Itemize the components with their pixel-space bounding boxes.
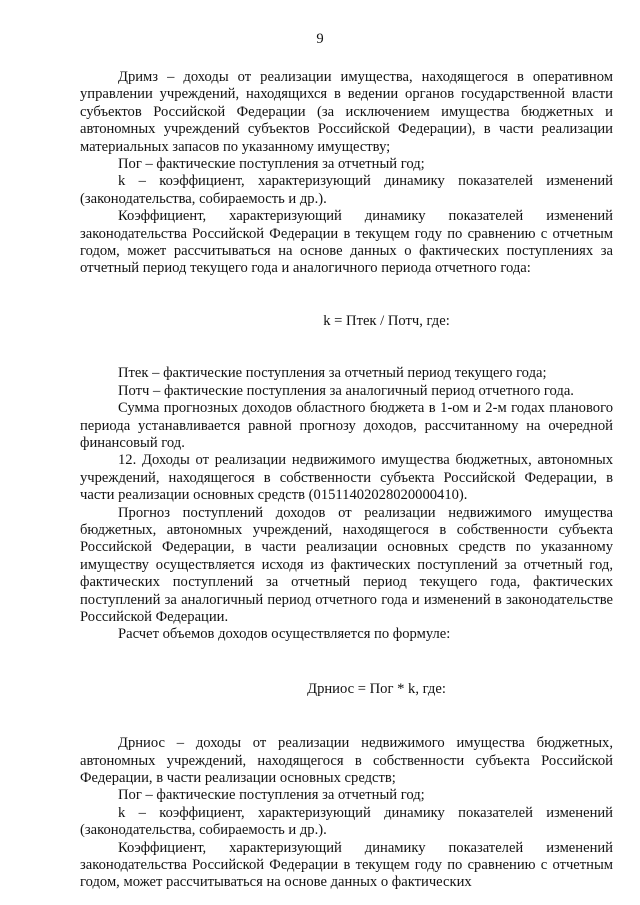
paragraph-k-definition-2: k – коэффициент, характеризующий динамику показателей изменений (законодательства, собираемость и др.). <box>80 804 613 839</box>
paragraph-coefficient-description: Коэффициент, характеризующий динамику показателей изменений законодательства Российской Федерации в текущем году по сравнению с отчетным годом, может рассчитываться на основе данных о фактических поступлениях за отчетный период текущего года и аналогичного периода отчетного года: <box>80 208 613 277</box>
page-number: 9 <box>316 31 324 47</box>
spacer <box>80 330 613 365</box>
spacer <box>80 278 613 313</box>
paragraph-ptek-definition: Птек – фактические поступления за отчетный период текущего года; <box>118 365 547 382</box>
paragraph-planning-period: Сумма прогнозных доходов областного бюджета в 1-ом и 2-м годах планового периода устанавливается равной прогнозу доходов, рассчитанному на очередной финансовый год. <box>80 400 613 451</box>
spacer <box>80 644 613 681</box>
paragraph-pog-definition: Пог – фактические поступления за отчетный год; <box>118 156 425 173</box>
paragraph-coefficient-description-2: Коэффициент, характеризующий динамику показателей изменений законодательства Российской Федерации в текущем году по сравнению с отчетным годом, может рассчитываться на основе данных о фактических <box>80 839 613 891</box>
formula-drnios: Дрниос = Пог * k, где: <box>307 680 446 697</box>
paragraph-drnios-definition: Дрниос – доходы от реализации недвижимого имущества бюджетных, автономных учреждений, находящегося в собственности субъекта Российской Федерации, в части реализации основных средств; <box>80 735 613 786</box>
paragraph-calculation-intro: Расчет объемов доходов осуществляется по формуле: <box>118 626 451 643</box>
paragraph-k-definition: k – коэффициент, характеризующий динамику показателей изменений (законодательства, собираемость и др.). <box>80 173 613 207</box>
paragraph-potch-definition: Потч – фактические поступления за аналогичный период отчетного года. <box>118 382 574 399</box>
paragraph-pog-definition-2: Пог – фактические поступления за отчетный год; <box>118 787 425 804</box>
document-body <box>80 69 613 892</box>
formula-k: k = Птек / Потч, где: <box>323 312 450 329</box>
paragraph-forecast-method: Прогноз поступлений доходов от реализации недвижимого имущества бюджетных, автономных учреждений, находящегося в собственности субъекта Российской Федерации, в части реализации основных средств по указанному имуществу осуществляется исходя из фактических поступлений за отчетный год, фактических поступлений за отчетный период текущего года, фактических поступлений за аналогичный период отчетного года и изменений в законодательстве Российской Федерации. <box>80 504 613 625</box>
paragraph-section-12-heading: 12. Доходы от реализации недвижимого имущества бюджетных, автономных учреждений, находящегося в собственности субъекта Российской Федерации, в части реализации основных средств (01511402028020000410). <box>80 452 613 504</box>
paragraph-drimz-definition: Дримз – доходы от реализации имущества, находящегося в оперативном управлении учреждений, находящихся в ведении органов государственной власти субъектов Российской Федерации (за исключением имущества бюджетных и автономных учреждений субъектов Российской Федерации), в части реализации материальных запасов по указанному имуществу; <box>80 69 613 155</box>
spacer <box>80 698 613 735</box>
